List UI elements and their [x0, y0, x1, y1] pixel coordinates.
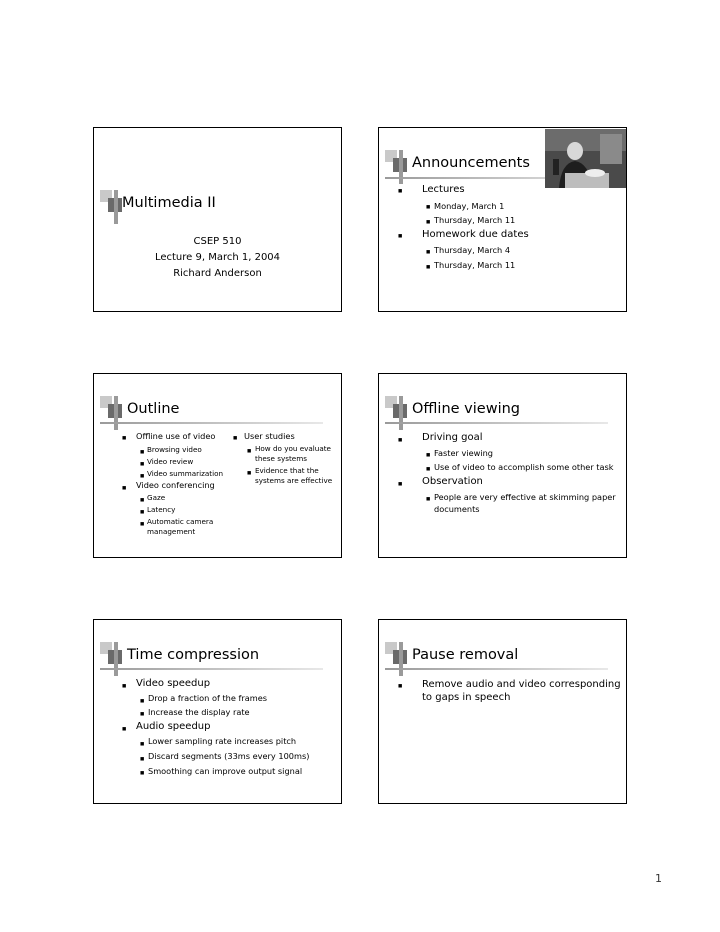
- sub-bullet: Video review: [147, 457, 194, 466]
- slide-title-text: Time compression: [127, 647, 260, 663]
- slide-title-text: Offline viewing: [412, 401, 520, 417]
- bullet: Offline use of video: [136, 431, 216, 441]
- sub-bullet: How do you evaluate these systems: [255, 444, 331, 463]
- sub-bullet: People are very effective at skimming paper documents: [434, 492, 616, 514]
- slide-offline-viewing: Offline viewing ■ Driving goal ■ Faster viewing ■ Use of video to accomplish some other task ■ Observation ■ People are very effective at skimming paper documents: [378, 373, 627, 558]
- bullet: User studies: [244, 431, 295, 441]
- bullet: Remove audio and video corresponding to gaps in speech: [422, 679, 621, 703]
- slide-title-text: Multimedia II: [122, 195, 216, 211]
- slide-decoration: [100, 396, 122, 430]
- sub-bullet: Faster viewing: [434, 448, 493, 458]
- slide-decoration: [385, 396, 407, 430]
- bullet: Lectures: [422, 184, 465, 195]
- slide-decoration: [385, 642, 407, 676]
- bullet: Video conferencing: [136, 480, 215, 490]
- title-underline: [385, 422, 608, 424]
- slide-decoration: [100, 642, 122, 676]
- sub-bullet: Drop a fraction of the frames: [148, 693, 268, 703]
- sub-bullet: Latency: [147, 505, 176, 514]
- sub-bullet: Thursday, March 11: [434, 215, 516, 225]
- lecture-info: Lecture 9, March 1, 2004: [154, 252, 281, 263]
- slide-pause-removal: Pause removal ■ Remove audio and video corresponding to gaps in speech: [378, 619, 627, 804]
- slide-title-text: Announcements: [412, 155, 530, 171]
- sub-bullet: Smoothing can improve output signal: [148, 766, 303, 776]
- bullet: Homework due dates: [422, 229, 529, 240]
- slide-announcements: Announcements ■ Lectures ■ Monday, March 1 ■ Thursday, March 11 ■ Homework due dates ■ Thursday, March 4 ■ Thursday, March 11: [378, 127, 627, 312]
- title-underline: [385, 668, 608, 670]
- sub-bullet: Browsing video: [147, 445, 202, 454]
- bullet: Audio speedup: [136, 721, 211, 732]
- sub-bullet: Increase the display rate: [148, 707, 250, 717]
- sub-bullet: Thursday, March 11: [434, 260, 516, 270]
- slide-title: [93, 127, 342, 312]
- sub-bullet: Automatic camera management: [147, 517, 214, 536]
- historical-photo: [545, 129, 626, 188]
- sub-bullet: Thursday, March 4: [434, 245, 511, 255]
- slide-outline: Outline ■ Offline use of video ■ Browsing video ■ Video review ■ Video summarization ■ Video conferencing ■ Gaze ■ Latency ■ Automatic camera management ■ User studies ■ How do you evaluate these systems ■ Evidence that the systems are effective: [93, 373, 342, 558]
- course-code: CSEP 510: [193, 236, 242, 247]
- sub-bullet: Gaze: [147, 493, 166, 502]
- title-underline: [100, 668, 323, 670]
- slide-title-text: Outline: [127, 401, 180, 417]
- slide-title-text: Pause removal: [412, 647, 519, 663]
- sub-bullet: Use of video to accomplish some other task: [434, 462, 614, 472]
- bullet: Video speedup: [136, 678, 211, 689]
- sub-bullet: Evidence that the systems are effective: [255, 466, 333, 485]
- author-name: Richard Anderson: [173, 268, 262, 279]
- title-underline: [100, 422, 323, 424]
- slide-decoration: [100, 190, 122, 224]
- slide-time-compression: Time compression ■ Video speedup ■ Drop a fraction of the frames ■ Increase the display rate ■ Audio speedup ■ Lower sampling rate increases pitch ■ Discard segments (33ms every 100ms) ■ Smoothing can improve output signal: [93, 619, 342, 804]
- sub-bullet: Video summarization: [147, 469, 224, 478]
- bullet: Driving goal: [422, 432, 483, 443]
- sub-bullet: Monday, March 1: [434, 201, 505, 211]
- sub-bullet: Discard segments (33ms every 100ms): [148, 751, 310, 761]
- bullet: Observation: [422, 476, 483, 487]
- page-number: 1: [655, 872, 662, 885]
- sub-bullet: Lower sampling rate increases pitch: [148, 736, 297, 746]
